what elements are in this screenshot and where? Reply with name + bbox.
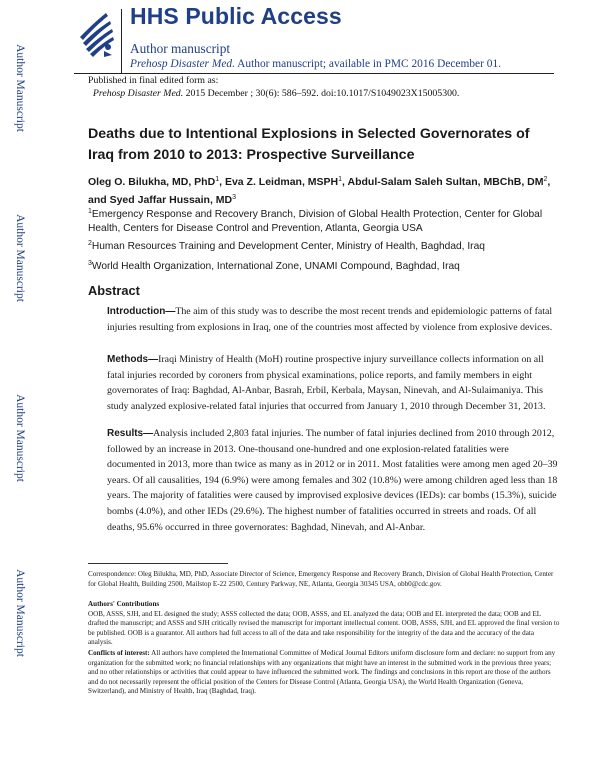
abstract-heading: Abstract (88, 283, 140, 298)
author-name: Abdul-Salam Saleh Sultan, MBChB, DM (347, 176, 544, 188)
author-sup: 1 (338, 176, 343, 183)
author-sup: 1 (215, 176, 220, 183)
author-sup: 2 (543, 176, 548, 183)
header-rule (74, 73, 554, 74)
article-title: Deaths due to Intentional Explosions in Selected Governorates of Iraq from 2010 to 2013: Prospective Surveillance (88, 126, 530, 163)
abstract-methods (107, 352, 559, 414)
footnote-rule (88, 563, 228, 564)
side-label: Author Manuscript (14, 569, 26, 657)
published-line: Published in final edited form as: (88, 75, 219, 86)
contributions-label: Authors' Contributions (88, 600, 160, 608)
header-vertical-rule (121, 9, 122, 73)
author-name: Eva Z. Leidman, MSPH (224, 176, 339, 188)
conflicts-label: Conflicts of interest: (88, 649, 150, 657)
side-label: Author Manuscript (14, 214, 26, 302)
side-label: Author Manuscript (14, 44, 26, 132)
conflicts-text: All authors have completed the International Committee of Medical Journal Editors uniform disclosure form and declare: no support from any organization for the submitted work; no financial relationships with any organizations that might have an interest in the submitted work in the previous three years; and no other relationships or activities that could appear to have influenced the submitted work. The findings and conclusions in this report are those of the authors and do not necessarily represent the official position of the Centers for Disease Control (Atlanta, Georgia USA), the World Health Organization (Geneva, Switzerland), and Ministry of Health, Iraq (Baghdad, Iraq). (88, 649, 556, 696)
journal-name: Prehosp Disaster Med. (130, 58, 235, 70)
citation-line (88, 88, 459, 101)
citation-text: 2015 December ; 30(6): 586–592. doi:10.1017/S1049023X15005300. (185, 87, 460, 99)
brand-title: HHS Public Access (130, 3, 342, 29)
citation-journal: Prehosp Disaster Med. (92, 87, 184, 99)
conflicts-note (88, 649, 560, 697)
contributions-note (88, 600, 560, 648)
publication-info (88, 75, 459, 100)
author-name: Syed Jaffar Hussain, MD (109, 194, 233, 206)
author-name: Oleg O. Bilukha, MD, PhD (88, 176, 216, 188)
correspondence-note: Correspondence: Oleg Bilukha, MD, PhD, Associate Director of Science, Emergency Response and Recovery Branch, Division of Global Health Protection, Center for Global Health, Building 2500, Mailstop E-22 2500, Century Parkway, NE, Atlanta, Georgia 30345 USA, obb0@cdc.gov. (88, 570, 554, 588)
abstract-results (107, 426, 559, 535)
manuscript-subtitle: Author manuscript (130, 41, 231, 56)
abstract-introduction (107, 304, 559, 335)
side-label: Author Manuscript (14, 394, 26, 482)
section-label: Introduction— (107, 306, 176, 317)
section-text: Iraqi Ministry of Health (MoH) routine prospective injury surveillance collects information on all fatal injuries recorded by coroners from physical examinations, police reports, and family members in eight governorates of Iraq: Baghdad, Al-Anbar, Basrah, Erbil, Kerbala, Maysan, Ninevah, and Al-Sulaimaniya. This study analyzed explosive-related fatal injuries that occurred from January 1, 2010 through December 31, 2013. (107, 354, 546, 412)
section-label: Methods— (107, 354, 159, 365)
section-label: Results— (107, 428, 154, 439)
hhs-eagle-logo-icon (74, 7, 118, 61)
availability-text: Author manuscript; available in PMC 2016 December 01. (237, 58, 501, 70)
author-sup: 3 (232, 194, 237, 201)
affiliation: $^3$World Health Organization, International Zone, UNAMI Compound, Baghdad, Iraq (88, 260, 460, 272)
availability-line (130, 58, 501, 70)
affiliation: $^1$Emergency Response and Recovery Branch, Division of Global Health Protection, Center for Global Health, Centers for Disease Control and Prevention, Atlanta, Georgia USA (88, 208, 543, 234)
contributions-text: OOB, ASSS, SJH, and EL designed the study; ASSS collected the data; OOB, ASSS, and EL analyzed the data; OOB and EL interpreted the data; OOB and EL drafted the manuscript; and ASSS and SJH critically revised the manuscript for important intellectual content. OOB, ASSS, SJH, and EL approved the final version to be published. OOB is a guarantor. All authors had full access to all of the data and take responsibility for the integrity of the data and the accuracy of the data analysis. (88, 609, 560, 647)
affiliation: $^2$Human Resources Training and Development Center, Ministry of Health, Baghdad, Iraq (88, 240, 485, 252)
section-text: The aim of this study was to describe the most recent trends and epidemiologic patterns of fatal injuries resulting from explosions in Iraq, one of the countries most affected by violence from explosive devices. (107, 306, 553, 333)
author-list: Oleg O. Bilukha, MD, PhD$^1$, Eva Z. Leidman, MSPH$^1$, Abdul-Salam Saleh Sultan, MBChB, $DM^2$, and Syed Jaffar Hussain, $MD^3$ (88, 176, 551, 206)
section-text: Analysis included 2,803 fatal injuries. The number of fatal injuries declined from 2010 through 2012, followed by an increase in 2013. One-thousand one-hundred and one explosion-related fatalities were documented in 2013, more than twice as many as in 2012 or in 2011. Most fatalities were among men aged 20–39 years. Of all causalities, 194 (6.9%) were among females and 302 (10.8%) were among children aged less than 18 years. The majority of fatalities were caused by improvised explosive devices (IEDs): car bombs (15.3%), suicide bombs (4.0%), and other IEDs (29.6%). The highest number of fatalities occurred in streets and roads. Of all deaths, 95.6% occurred in three governorates: Baghdad, Ninevah, and Al-Anbar. (107, 428, 558, 533)
